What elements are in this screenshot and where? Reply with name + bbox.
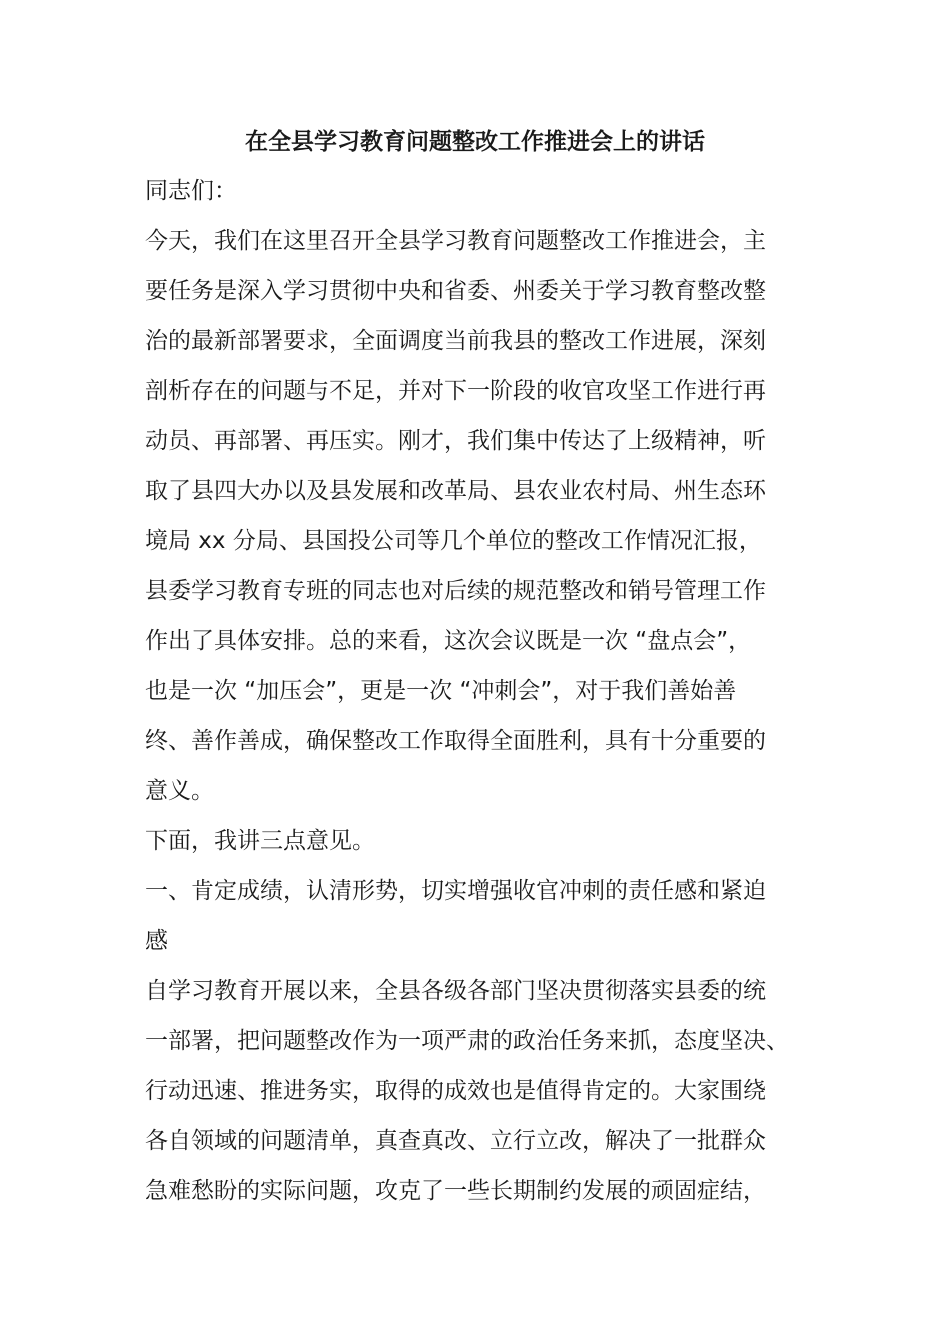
- body-line: 作出了具体安排。总的来看，这次会议既是一次 “盘点会”，: [145, 628, 752, 654]
- body-line: 终、善作善成，确保整改工作取得全面胜利，具有十分重要的: [145, 728, 766, 754]
- section-heading-line: 感: [145, 928, 168, 954]
- body-line: 取了县四大办以及县发展和改革局、县农业农村局、州生态环: [145, 478, 766, 504]
- document-title: 在全县学习教育问题整改工作推进会上的讲话: [245, 129, 705, 155]
- salutation-line: 同志们：: [145, 178, 237, 204]
- body-line: 各自领域的问题清单，真查真改、立行立改，解决了一批群众: [145, 1128, 766, 1154]
- body-line: 剖析存在的问题与不足，并对下一阶段的收官攻坚工作进行再: [145, 378, 766, 404]
- body-line: 今天，我们在这里召开全县学习教育问题整改工作推进会，主: [145, 228, 766, 254]
- body-line: 下面，我讲三点意见。: [145, 828, 375, 854]
- body-line: 动员、再部署、再压实。刚才，我们集中传达了上级精神，听: [145, 428, 766, 454]
- body-line: 境局 xx 分局、县国投公司等几个单位的整改工作情况汇报，: [145, 528, 762, 554]
- body-line: 治的最新部署要求，全面调度当前我县的整改工作进展，深刻: [145, 328, 766, 354]
- section-heading-line: 一、肯定成绩，认清形势，切实增强收官冲刺的责任感和紧迫: [145, 878, 766, 904]
- body-line: 要任务是深入学习贯彻中央和省委、州委关于学习教育整改整: [145, 278, 766, 304]
- body-line: 意义。: [145, 778, 214, 804]
- body-line: 县委学习教育专班的同志也对后续的规范整改和销号管理工作: [145, 578, 766, 604]
- body-line: 自学习教育开展以来，全县各级各部门坚决贯彻落实县委的统: [145, 978, 766, 1004]
- body-line: 也是一次 “加压会”，更是一次 “冲刺会”，对于我们善始善: [145, 678, 737, 704]
- body-line: 行动迅速、推进务实，取得的成效也是值得肯定的。大家围绕: [145, 1078, 766, 1104]
- body-line: 一部署，把问题整改作为一项严肃的政治任务来抓，态度坚决、: [145, 1028, 789, 1054]
- body-line: 急难愁盼的实际问题，攻克了一些长期制约发展的顽固症结，: [145, 1178, 766, 1204]
